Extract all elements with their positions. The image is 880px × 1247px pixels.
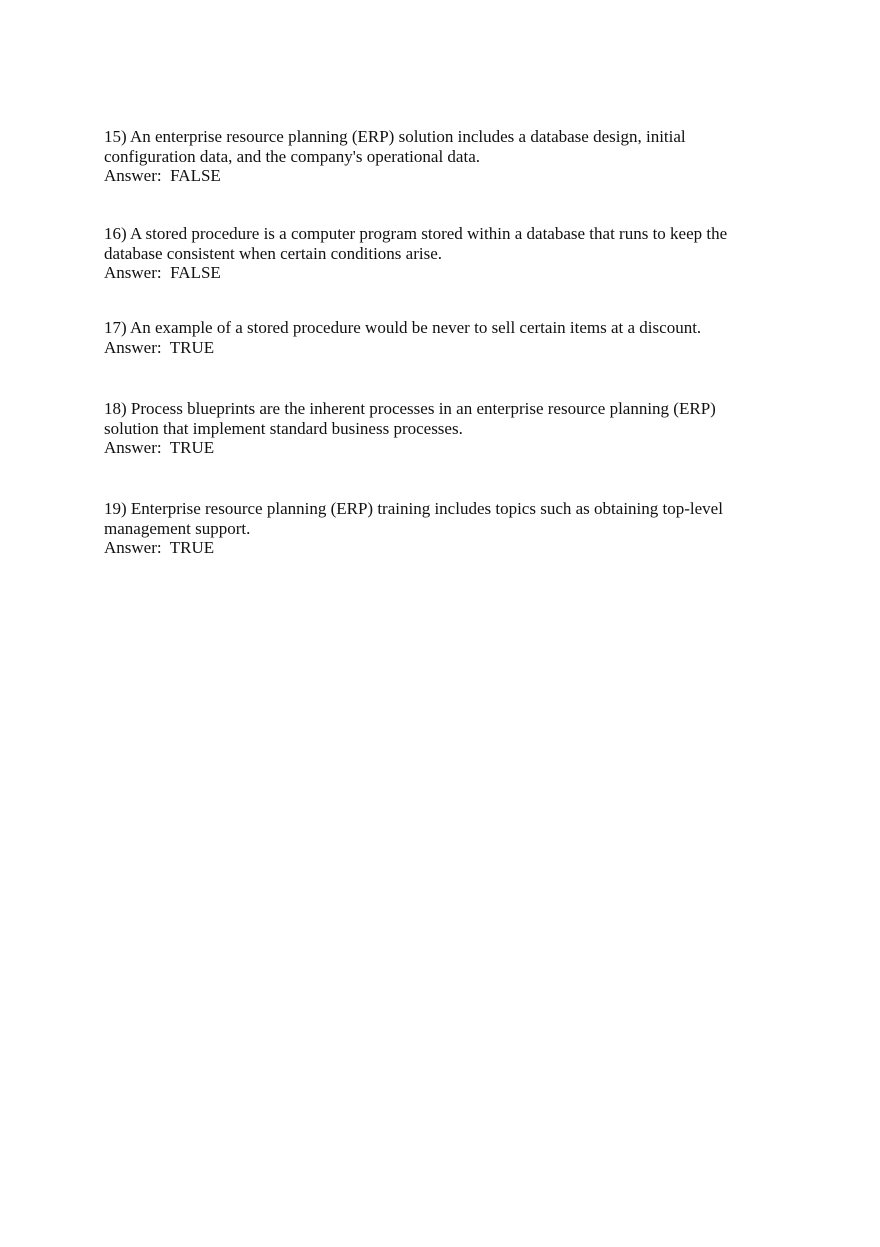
question-block — [104, 499, 764, 558]
question-text: 18) Process blueprints are the inherent processes in an enterprise resource planning (ERP) solution that implement standard business processes. — [104, 399, 716, 438]
question-text: 15) An enterprise resource planning (ERP) solution includes a database design, initial configuration data, and the company's operational data. — [104, 127, 686, 166]
question-block — [104, 127, 764, 186]
answer-text: Answer: FALSE — [104, 263, 221, 282]
answer-text: Answer: TRUE — [104, 337, 215, 357]
question-text: 19) Enterprise resource planning (ERP) training includes topics such as obtaining top-level management support. — [104, 499, 723, 538]
answer-text: Answer: TRUE — [104, 538, 215, 557]
question-text: 17) An example of a stored procedure would be never to sell certain items at a discount. — [104, 318, 702, 337]
answer-text: Answer: TRUE — [104, 438, 215, 457]
question-block — [104, 318, 764, 357]
question-block — [104, 399, 764, 458]
question-block — [104, 224, 764, 283]
answer-text: Answer: FALSE — [104, 166, 221, 185]
question-text: 16) A stored procedure is a computer program stored within a database that runs to keep the database consistent when certain conditions arise. — [104, 224, 728, 263]
